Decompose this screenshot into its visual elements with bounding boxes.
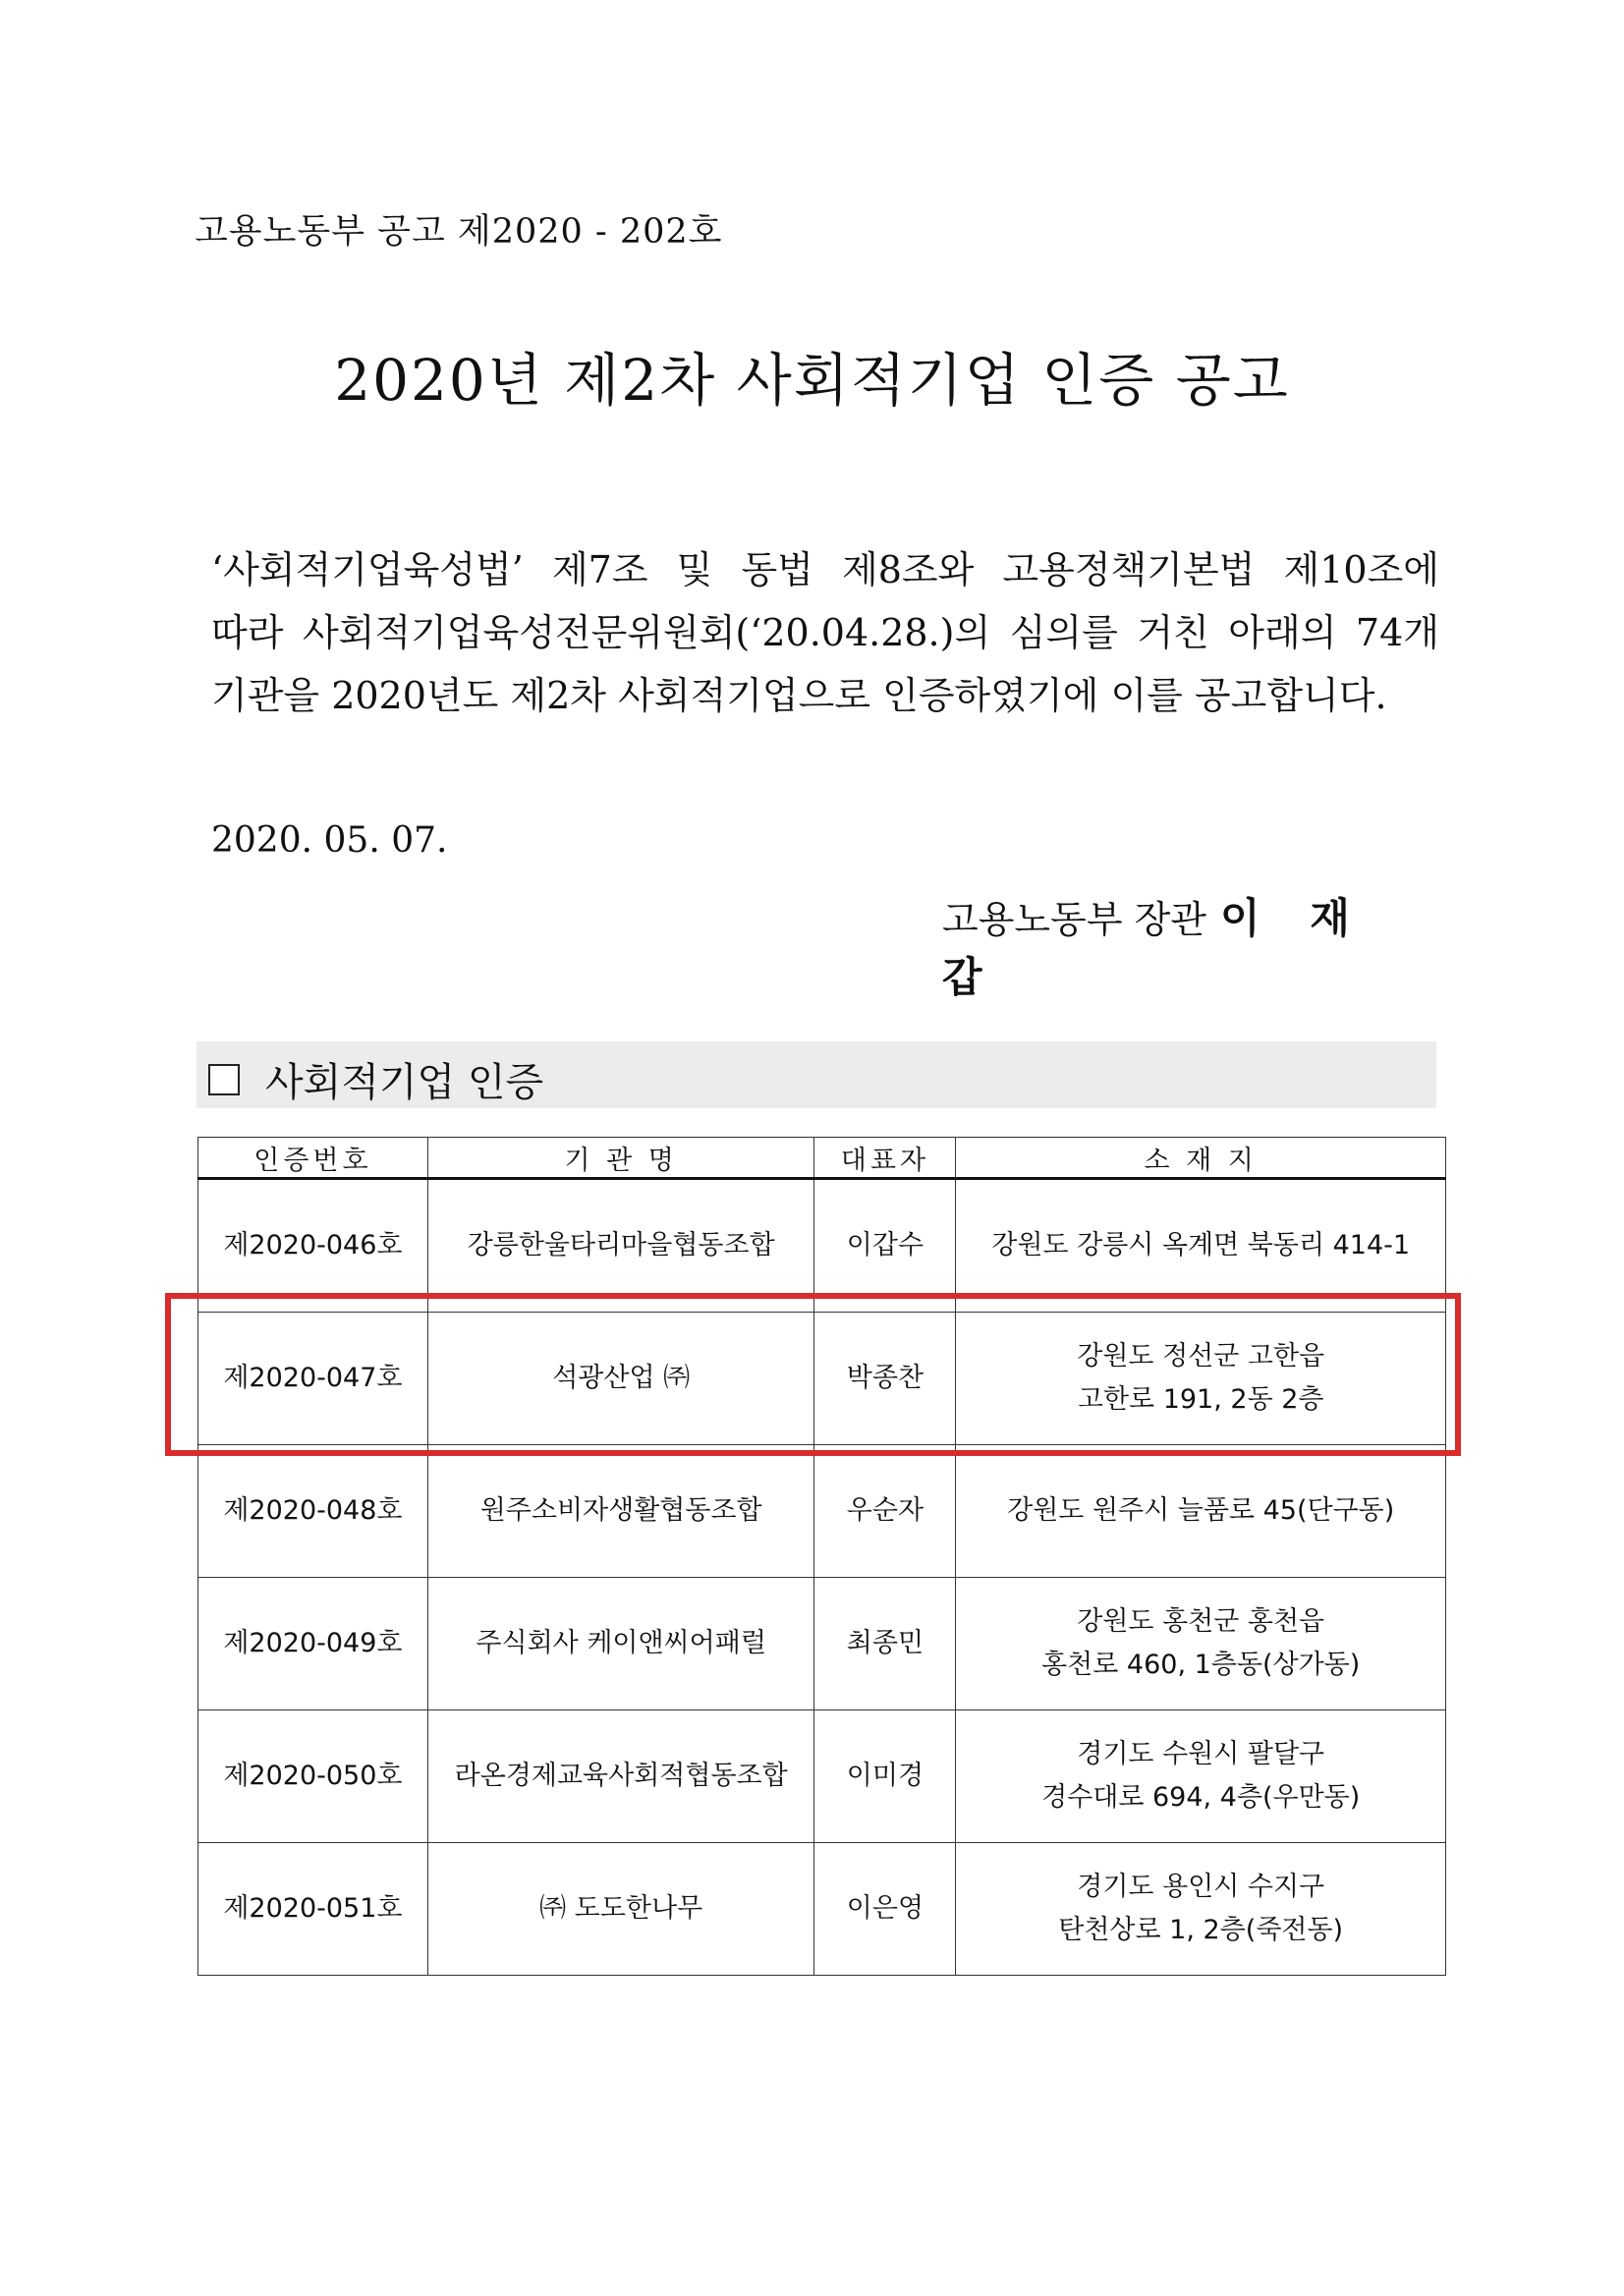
table-header-row xyxy=(198,1138,1446,1179)
document-title: 2020년 제2차 사회적기업 인증 공고 xyxy=(334,347,1290,414)
cert-no-cell: 제2020-051호 xyxy=(198,1843,428,1976)
header-org-name: 기 관 명 xyxy=(427,1138,814,1179)
cert-no-cell: 제2020-048호 xyxy=(198,1445,428,1578)
address-line: 탄천상로 1, 2층(죽전동) xyxy=(1058,1915,1344,1945)
notice-number: 고용노동부 공고 제2020 - 202호 xyxy=(195,212,723,252)
address-cell xyxy=(956,1710,1446,1843)
certification-table xyxy=(197,1137,1446,1976)
representative-cell: 이미경 xyxy=(814,1710,956,1843)
signer-name: 이 재 갑 xyxy=(941,894,1368,1001)
representative-cell: 이은영 xyxy=(814,1843,956,1976)
address-cell xyxy=(956,1843,1446,1976)
representative-cell: 박종찬 xyxy=(814,1313,956,1445)
address-line: 경기도 수원시 팔달구 xyxy=(1077,1739,1325,1769)
cert-no-cell: 제2020-047호 xyxy=(198,1313,428,1445)
signer xyxy=(942,886,1439,1004)
address-line: 고한로 191, 2동 2층 xyxy=(1077,1384,1324,1415)
table-row xyxy=(198,1313,1446,1445)
representative-cell: 최종민 xyxy=(814,1578,956,1710)
address-cell xyxy=(956,1445,1446,1578)
body-line: 따라 사회적기업육성전문위원회(‘20.04.28.)의 심의를 거친 아래의 74개 xyxy=(211,611,1439,654)
org-name-cell: 원주소비자생활협동조합 xyxy=(427,1445,814,1578)
table-row xyxy=(198,1710,1446,1843)
section-title xyxy=(208,1051,543,1107)
body-line: ‘사회적기업육성법’ 제7조 및 동법 제8조와 고용정책기본법 제10조에 xyxy=(211,548,1439,591)
table-row xyxy=(198,1445,1446,1578)
cert-no-cell: 제2020-049호 xyxy=(198,1578,428,1710)
notice-date: 2020. 05. 07. xyxy=(211,820,448,861)
org-name-cell: 라온경제교육사회적협동조합 xyxy=(427,1710,814,1843)
address-cell xyxy=(956,1578,1446,1710)
header-cert-no: 인증번호 xyxy=(198,1138,428,1179)
table-row xyxy=(198,1843,1446,1976)
body-paragraph xyxy=(211,538,1439,727)
table-row xyxy=(198,1179,1446,1313)
org-name-cell: 주식회사 케이앤씨어패럴 xyxy=(427,1578,814,1710)
org-name-cell: ㈜ 도도한나무 xyxy=(427,1843,814,1976)
cert-no-cell: 제2020-046호 xyxy=(198,1179,428,1313)
address-line: 강원도 홍천군 홍천읍 xyxy=(1077,1606,1325,1637)
representative-cell: 우순자 xyxy=(814,1445,956,1578)
address-line: 강원도 강릉시 옥계면 북동리 414-1 xyxy=(991,1230,1411,1260)
address-line: 경기도 용인시 수지구 xyxy=(1077,1872,1325,1902)
cert-no-cell: 제2020-050호 xyxy=(198,1710,428,1843)
org-name-cell: 석광산업 ㈜ xyxy=(427,1313,814,1445)
address-cell xyxy=(956,1313,1446,1445)
section-title-text: 사회적기업 인증 xyxy=(265,1060,544,1105)
address-line: 강원도 정선군 고한읍 xyxy=(1077,1341,1325,1372)
table-row xyxy=(198,1578,1446,1710)
address-line: 경수대로 694, 4층(우만동) xyxy=(1041,1782,1361,1813)
header-address: 소 재 지 xyxy=(956,1138,1446,1179)
address-cell xyxy=(956,1179,1446,1313)
representative-cell: 이갑수 xyxy=(814,1179,956,1313)
empty-square-icon xyxy=(208,1064,240,1095)
section-header xyxy=(196,1041,1436,1108)
address-line: 강원도 원주시 늘품로 45(단구동) xyxy=(1007,1495,1395,1526)
body-line: 기관을 2020년도 제2차 사회적기업으로 인증하였기에 이를 공고합니다. xyxy=(211,674,1387,717)
header-representative: 대표자 xyxy=(814,1138,956,1179)
signer-title: 고용노동부 장관 xyxy=(941,898,1207,941)
address-line: 홍천로 460, 1층동(상가동) xyxy=(1041,1650,1361,1680)
org-name-cell: 강릉한울타리마을협동조합 xyxy=(427,1179,814,1313)
